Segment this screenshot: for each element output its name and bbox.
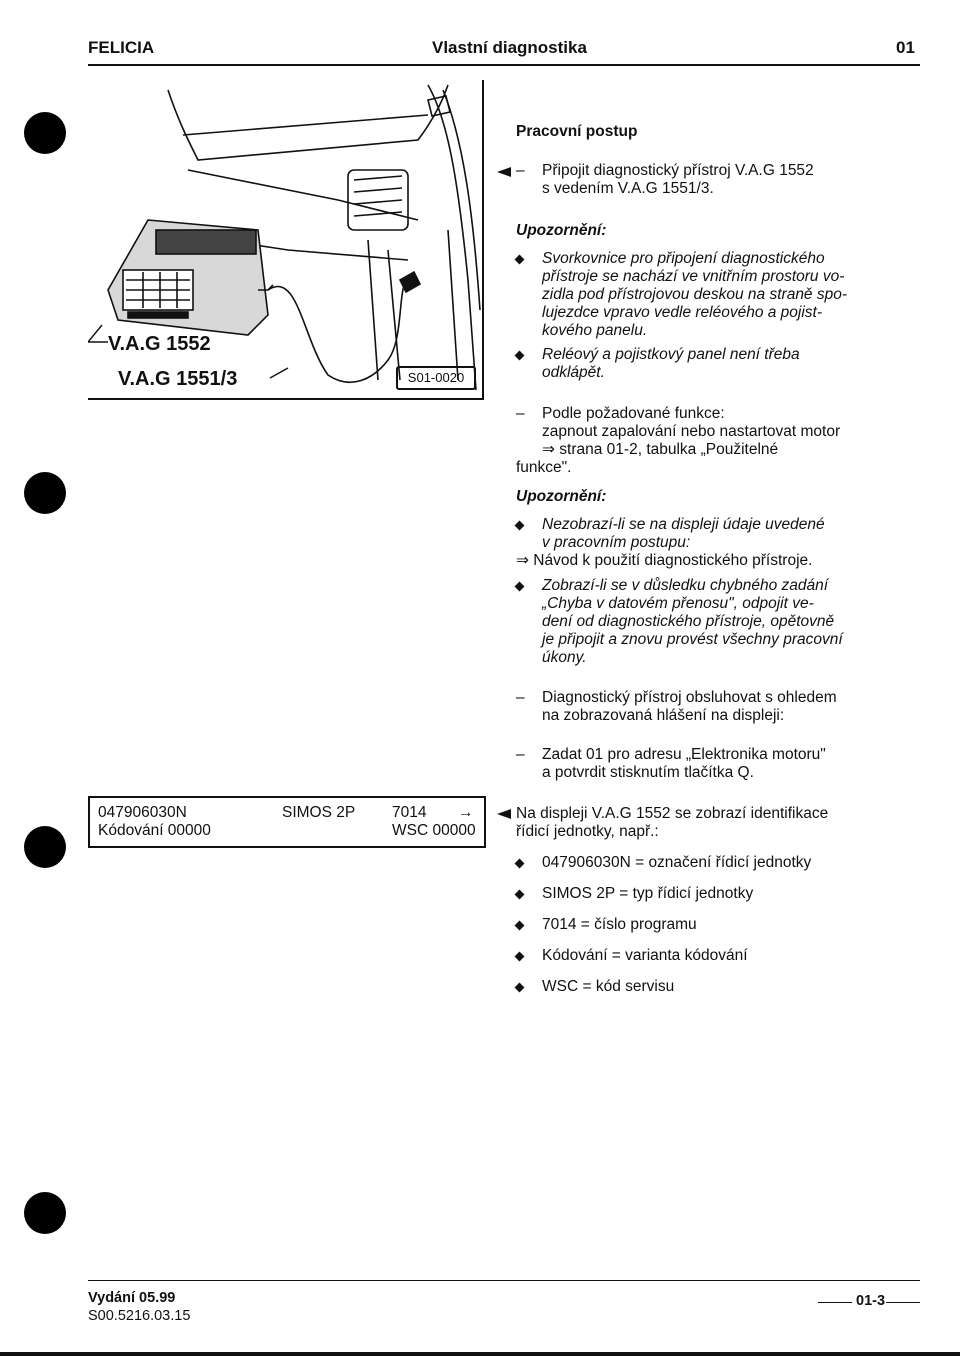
step-display-id: Na displeji V.A.G 1552 se zobrazí identifikace řídicí jednotky, např.: [516,805,829,840]
pointer-arrow-icon [497,809,511,819]
punch-hole [24,1192,66,1234]
bullet-icon [515,255,525,265]
footer-page-number: 01-3 [856,1293,886,1309]
footer-edition: Vydání 05.99 [88,1290,176,1306]
readout-coding: Kódování 00000 [98,822,211,839]
page-bottom-edge [0,1352,960,1356]
header-section: Vlastní diagnostika [432,38,587,57]
note-bullet-3: Nezobrazí-li se na displeji údaje uvedené v pracovním postupu: [516,516,852,552]
list-item: 7014 = číslo programu [516,916,852,934]
step-ignition: – Podle požadované funkce: zapnout zapalování nebo nastartovat motor ⇒ strana 01-2, tabulka „Použitelné funkce". [516,405,841,476]
note-heading-2: Upozornění: [516,488,607,505]
footer-page-rule-right [886,1302,920,1303]
list-item: 047906030N = označení řídicí jednotky [516,854,852,872]
bullet-icon [515,952,525,962]
bullet-icon [515,582,525,592]
step-operate: – Diagnostický přístroj obsluhovat s ohledem na zobrazovaná hlášení na displeji: [516,689,837,724]
readout-system: SIMOS 2P [282,804,356,821]
display-readout [88,796,486,848]
punch-hole [24,112,66,154]
readout-program: 7014 [392,804,427,821]
header-chapter: 01 [896,38,915,57]
note-bullet-1: Svorkovnice pro připojení diagnostického přístroje se nachází ve vnitřním prostoru vo- zidla pod přístrojovou deskou na straně spo- lujezdce vpravo vedle reléového a pojist- kového panelu. [516,250,852,340]
label-vag-1552: V.A.G 1552 [108,333,211,355]
step-connect: – Připojit diagnostický přístroj V.A.G 1552 s vedením V.A.G 1551/3. [516,162,814,197]
punch-hole [24,472,66,514]
note-bullet-2: Reléový a pojistkový panel není třeba odklápět. [516,346,852,382]
bullet-icon [515,859,525,869]
bullet-icon [515,921,525,931]
readout-wsc: WSC 00000 [392,822,476,839]
list-item: WSC = kód servisu [516,978,852,996]
pointer-arrow-icon [497,167,511,177]
bullet-icon [515,890,525,900]
footer-doc-number: S00.5216.03.15 [88,1308,191,1324]
note-heading: Upozornění: [516,222,607,239]
footer-rule [88,1280,920,1281]
header-rule [88,64,920,66]
punch-hole [24,826,66,868]
step-enter-address: – Zadat 01 pro adresu „Elektronika motoru" a potvrdit stisknutím tlačítka Q. [516,746,826,781]
readout-part-number: 047906030N [98,804,187,821]
figure-code: S01-0020 [396,366,476,390]
bullet-icon [515,521,525,531]
footer-page-rule-left [818,1302,852,1303]
bullet-icon [515,983,525,993]
header-title: FELICIA [88,38,155,57]
readout-arrow-icon: → [458,804,474,821]
label-vag-1551-3: V.A.G 1551/3 [118,368,238,390]
list-item: Kódování = varianta kódování [516,947,852,965]
bullet-icon [515,351,525,361]
list-item: SIMOS 2P = typ řídicí jednotky [516,885,852,903]
note-bullet-4: Zobrazí-li se v důsledku chybného zadání „Chyba v datovém přenosu", odpojit ve- dení od diagnostického přístroje, opětovně je připojit a znovu provést všechny pracovní úkony. [516,577,852,667]
manual-reference: ⇒ Návod k použití diagnostického přístroje. [516,552,813,569]
heading-work-procedure: Pracovní postup [516,123,638,140]
